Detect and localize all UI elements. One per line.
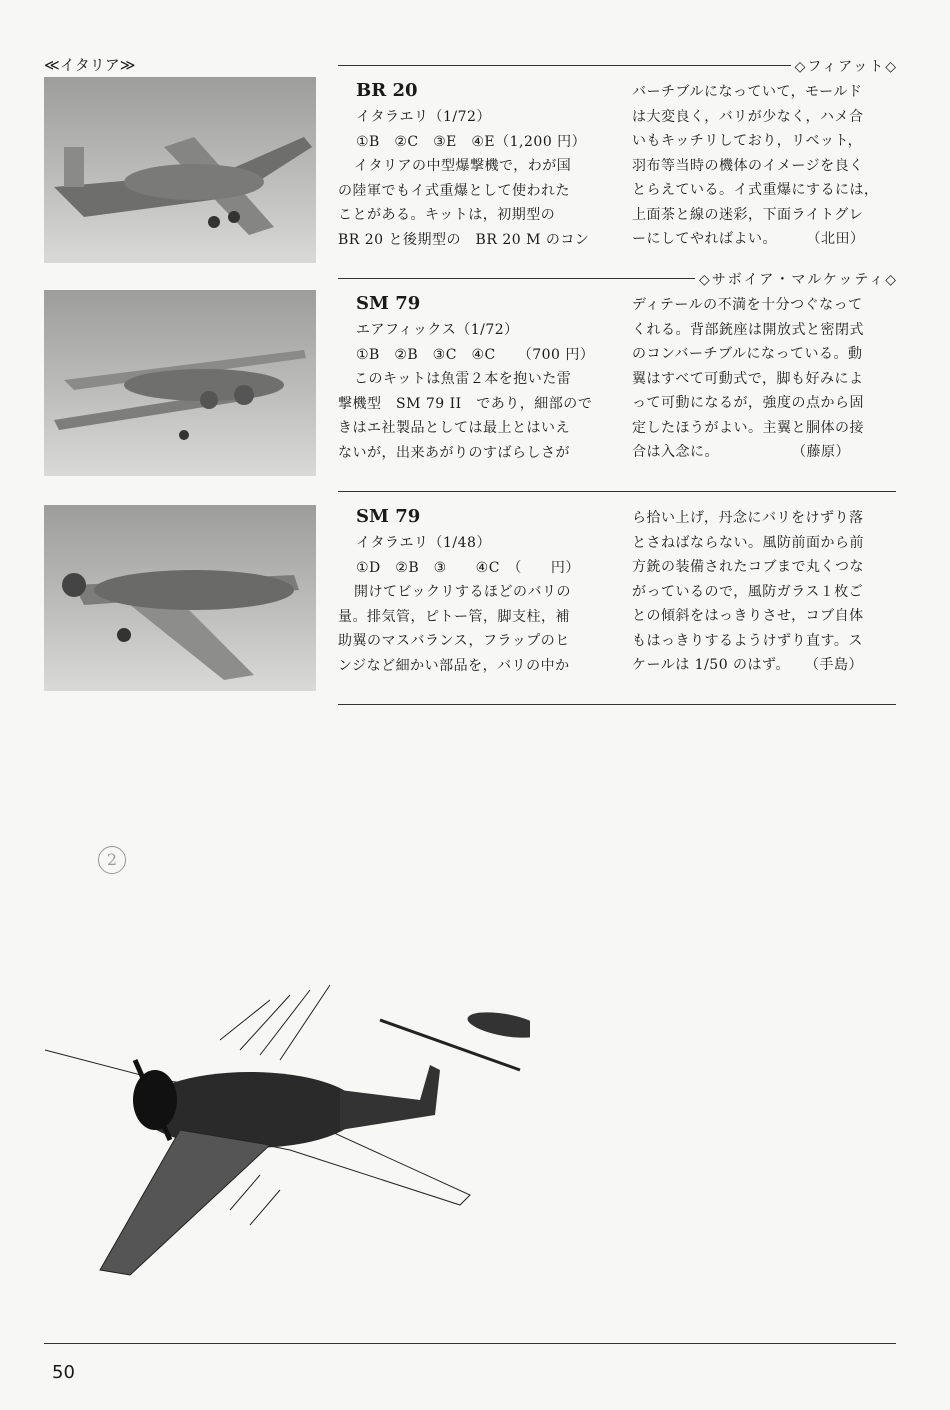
kit-ratings: ①B ②B ③C ④C （700 円） bbox=[356, 346, 595, 363]
text-line: ンジなど細かい部品を，バリの中か bbox=[338, 657, 570, 674]
camouflage-bomber-photo-image bbox=[44, 505, 316, 691]
text-line: 合は入念に。 （藤原） bbox=[632, 444, 850, 460]
text-line: くれる。背部銃座は開放式と密閉式 bbox=[632, 321, 864, 338]
text-line: ら拾い上げ，丹念にバリをけずり落 bbox=[632, 510, 864, 526]
section-label: ◇フィアット◇ bbox=[791, 56, 898, 76]
text-line: きはエ社製品としては最上とはいえ bbox=[338, 420, 570, 436]
kit-right-column bbox=[632, 293, 898, 465]
kit-ratings: ①D ②B ③ ④C （ 円） bbox=[356, 559, 580, 576]
text-line: 羽布等当時の機体のイメージを良く bbox=[632, 157, 864, 174]
text-line: の陸軍でもイ式重爆として使われた bbox=[338, 182, 570, 199]
page-number: 50 bbox=[52, 1362, 75, 1383]
fighter-illustration bbox=[40, 980, 530, 1280]
text-line: バーチブルになっていて，モールド bbox=[632, 84, 863, 100]
text-line: 量。排気管，ピトー管，脚支柱，補 bbox=[338, 608, 570, 625]
text-line: のコンバーチブルになっている。動 bbox=[632, 346, 863, 362]
text-line: もはっきりするようけずり直す。ス bbox=[632, 632, 863, 649]
kit-name: SM 79 bbox=[356, 506, 421, 527]
text-line: ディテールの不満を十分つぐなって bbox=[632, 297, 863, 313]
text-line: 定したほうがよい。主翼と胴体の接 bbox=[632, 419, 864, 436]
text-line: がっているので，風防ガラス１枚ご bbox=[632, 583, 864, 600]
text-line: ないが，出来あがりのすばらしさが bbox=[338, 444, 570, 461]
text-line: って可動になるが，強度の点から固 bbox=[632, 395, 864, 411]
bomber-photo-image bbox=[44, 77, 316, 263]
kit-maker: イタラエリ（1/72） bbox=[356, 109, 491, 125]
sm79-airfix-photo bbox=[44, 290, 316, 476]
kit-left-column bbox=[338, 105, 608, 252]
handwritten-mark: 2 bbox=[98, 846, 126, 874]
text-line: との傾斜をはっきりさせ，コブ自体 bbox=[632, 608, 864, 624]
kit-ratings: ①B ②C ③E ④E（1,200 円） bbox=[356, 133, 587, 150]
kit-right-column bbox=[632, 80, 898, 252]
kit-name: SM 79 bbox=[356, 293, 421, 314]
text-line: ことがある。キットは，初期型の bbox=[338, 207, 556, 223]
text-line: 助翼のマスバランス，フラップのヒ bbox=[338, 633, 570, 649]
text-line: 方銃の装備されたコブまで丸くつな bbox=[632, 559, 864, 575]
text-line: このキットは魚雷２本を抱いた雷 bbox=[354, 371, 572, 387]
section-rule bbox=[338, 491, 896, 492]
fighter-drawing bbox=[40, 980, 530, 1280]
text-line: とさねばならない。風防前面から前 bbox=[632, 534, 864, 551]
text-line: ーにしてやればよい。 （北田） bbox=[632, 231, 865, 247]
kit-left-column bbox=[338, 531, 608, 678]
text-line: BR 20 と後期型の BR 20 M のコン bbox=[338, 231, 590, 248]
text-line: 翼はすべて可動式で，脚も好みによ bbox=[632, 370, 864, 387]
footer-rule bbox=[44, 1343, 896, 1344]
kit-name: BR 20 bbox=[356, 80, 418, 101]
br20-photo bbox=[44, 77, 316, 263]
text-line: は大変良く，バリが少なく，ハメ合 bbox=[632, 108, 864, 125]
text-line: 開けてビックリするほどのバリの bbox=[354, 584, 571, 600]
section-label: ◇サボイア・マルケッティ◇ bbox=[695, 269, 898, 289]
kit-left-column bbox=[338, 318, 608, 465]
text-line: いもキッチリしており，リベット， bbox=[632, 133, 863, 149]
text-line: とらえている。イ式重爆にするには， bbox=[632, 182, 879, 198]
kit-maker: イタラエリ（1/48） bbox=[356, 535, 491, 551]
country-heading: ≪イタリア≫ bbox=[44, 56, 136, 74]
kit-right-column bbox=[632, 506, 898, 678]
text-line: ケールは 1/50 のはず。 （手島） bbox=[632, 657, 863, 673]
kit-maker: エアフィックス（1/72） bbox=[356, 322, 519, 338]
sm79-italaerei-photo bbox=[44, 505, 316, 691]
section-rule bbox=[338, 704, 896, 705]
text-line: イタリアの中型爆撃機で，わが国 bbox=[354, 158, 572, 174]
text-line: 撃機型 SM 79 II であり，細部ので bbox=[338, 395, 593, 412]
trimotor-photo-image bbox=[44, 290, 316, 476]
text-line: 上面茶と線の迷彩，下面ライトグレ bbox=[632, 206, 864, 223]
